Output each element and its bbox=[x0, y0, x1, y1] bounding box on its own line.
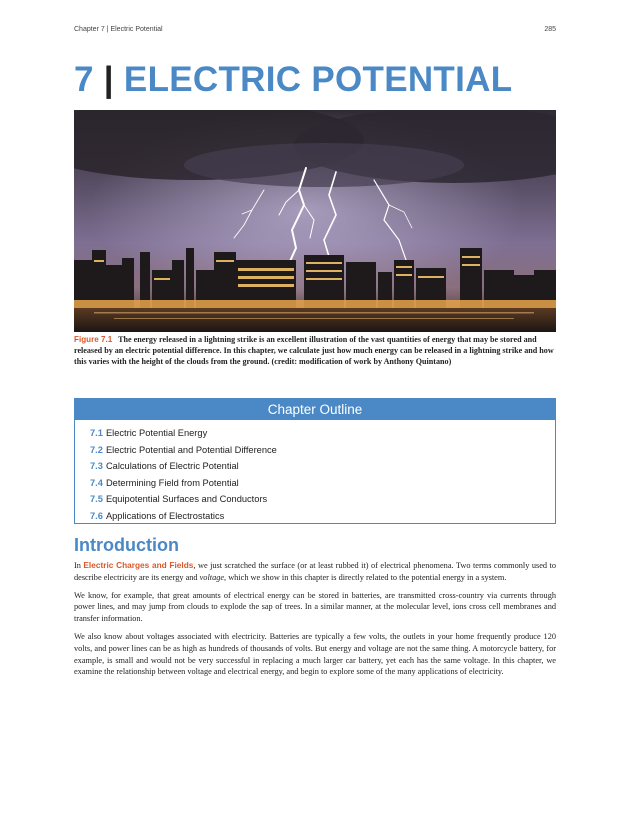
outline-item-number: 7.2 bbox=[90, 444, 103, 455]
outline-item-number: 7.4 bbox=[90, 477, 103, 488]
outline-item-7-4[interactable] bbox=[90, 475, 555, 492]
outline-item-7-3[interactable] bbox=[90, 458, 555, 475]
intro-paragraph-3: We also know about voltages associated with electricity. Batteries are typically a few volts, the outlets in your home frequently produce 120 volts, and power lines can be as high as hundreds of thousands of volts. But energy and voltage are not the same thing. A motorcycle battery, for example, is small and would not be very successful in replacing a much larger car battery, yet each has the same voltage. In this chapter, we examine the relationship between voltage and electrical energy, and begin to explore some of the many applications of electricity. bbox=[74, 631, 556, 677]
outline-item-label: Determining Field from Potential bbox=[105, 477, 239, 488]
running-title: Chapter 7 | Electric Potential bbox=[74, 26, 163, 33]
intro-p1-start: In bbox=[74, 561, 84, 570]
outline-item-number: 7.3 bbox=[90, 461, 103, 472]
outline-item-number: 7.5 bbox=[90, 494, 103, 505]
figure-caption-text: The energy released in a lightning strike is an excellent illustration of the vast quantities of energy that may be stored and released by an electric potential difference. In this chapter, we calculate just how much energy can be released in a lightning strike and how this varies with the height of the clouds from the ground. (credit: modification of work by Anthony Quintano) bbox=[74, 335, 554, 366]
figure-caption bbox=[74, 334, 556, 367]
chapter-outline-heading: Chapter Outline bbox=[75, 399, 555, 420]
outline-item-7-1[interactable] bbox=[90, 425, 555, 442]
outline-item-label: Applications of Electrostatics bbox=[105, 510, 225, 521]
outline-item-label: Calculations of Electric Potential bbox=[105, 461, 239, 472]
outline-item-7-5[interactable] bbox=[90, 491, 555, 508]
title-separator: | bbox=[103, 60, 114, 99]
outline-item-number: 7.6 bbox=[90, 510, 103, 521]
outline-item-7-6[interactable] bbox=[90, 508, 555, 525]
intro-paragraph-1 bbox=[74, 560, 556, 584]
outline-item-label: Equipotential Surfaces and Conductors bbox=[105, 494, 268, 505]
outline-item-label: Electric Potential Energy bbox=[105, 428, 208, 438]
outline-item-number: 7.1 bbox=[90, 428, 103, 438]
chapter-outline-list bbox=[75, 420, 555, 525]
introduction-heading: Introduction bbox=[74, 535, 179, 555]
page-number: 285 bbox=[544, 26, 556, 33]
intro-p1-middle: , we just scratched the surface (or at least rubbed it) of electrical phenomena. Two terms commonly used to describe electricity are its energy and bbox=[74, 561, 556, 582]
outline-item-label: Electric Potential and Potential Difference bbox=[105, 444, 277, 455]
chapter-title bbox=[74, 60, 512, 100]
running-header bbox=[74, 26, 556, 33]
chapter-title-text: ELECTRIC POTENTIAL bbox=[123, 60, 513, 99]
figure-label: Figure 7.1 bbox=[74, 335, 113, 344]
intro-p1-end: , which we show in this chapter is directly related to the potential energy in a system. bbox=[224, 572, 507, 582]
intro-paragraph-2: We know, for example, that great amounts of electrical energy can be stored in batteries, are transmitted cross-country via currents through power lines, and may jump from clouds to explode the sap of trees. In a similar manner, at the molecular level, ions cross cell membranes and transfer information. bbox=[74, 590, 556, 624]
introduction-body bbox=[74, 560, 556, 684]
electric-charges-link[interactable]: Electric Charges and Fields bbox=[83, 560, 194, 570]
intro-p1-emphasis: voltage bbox=[199, 572, 225, 582]
lightning-city-photo bbox=[74, 110, 556, 332]
chapter-number: 7 bbox=[74, 60, 94, 99]
chapter-outline bbox=[74, 398, 556, 524]
outline-item-7-2[interactable] bbox=[90, 442, 555, 459]
